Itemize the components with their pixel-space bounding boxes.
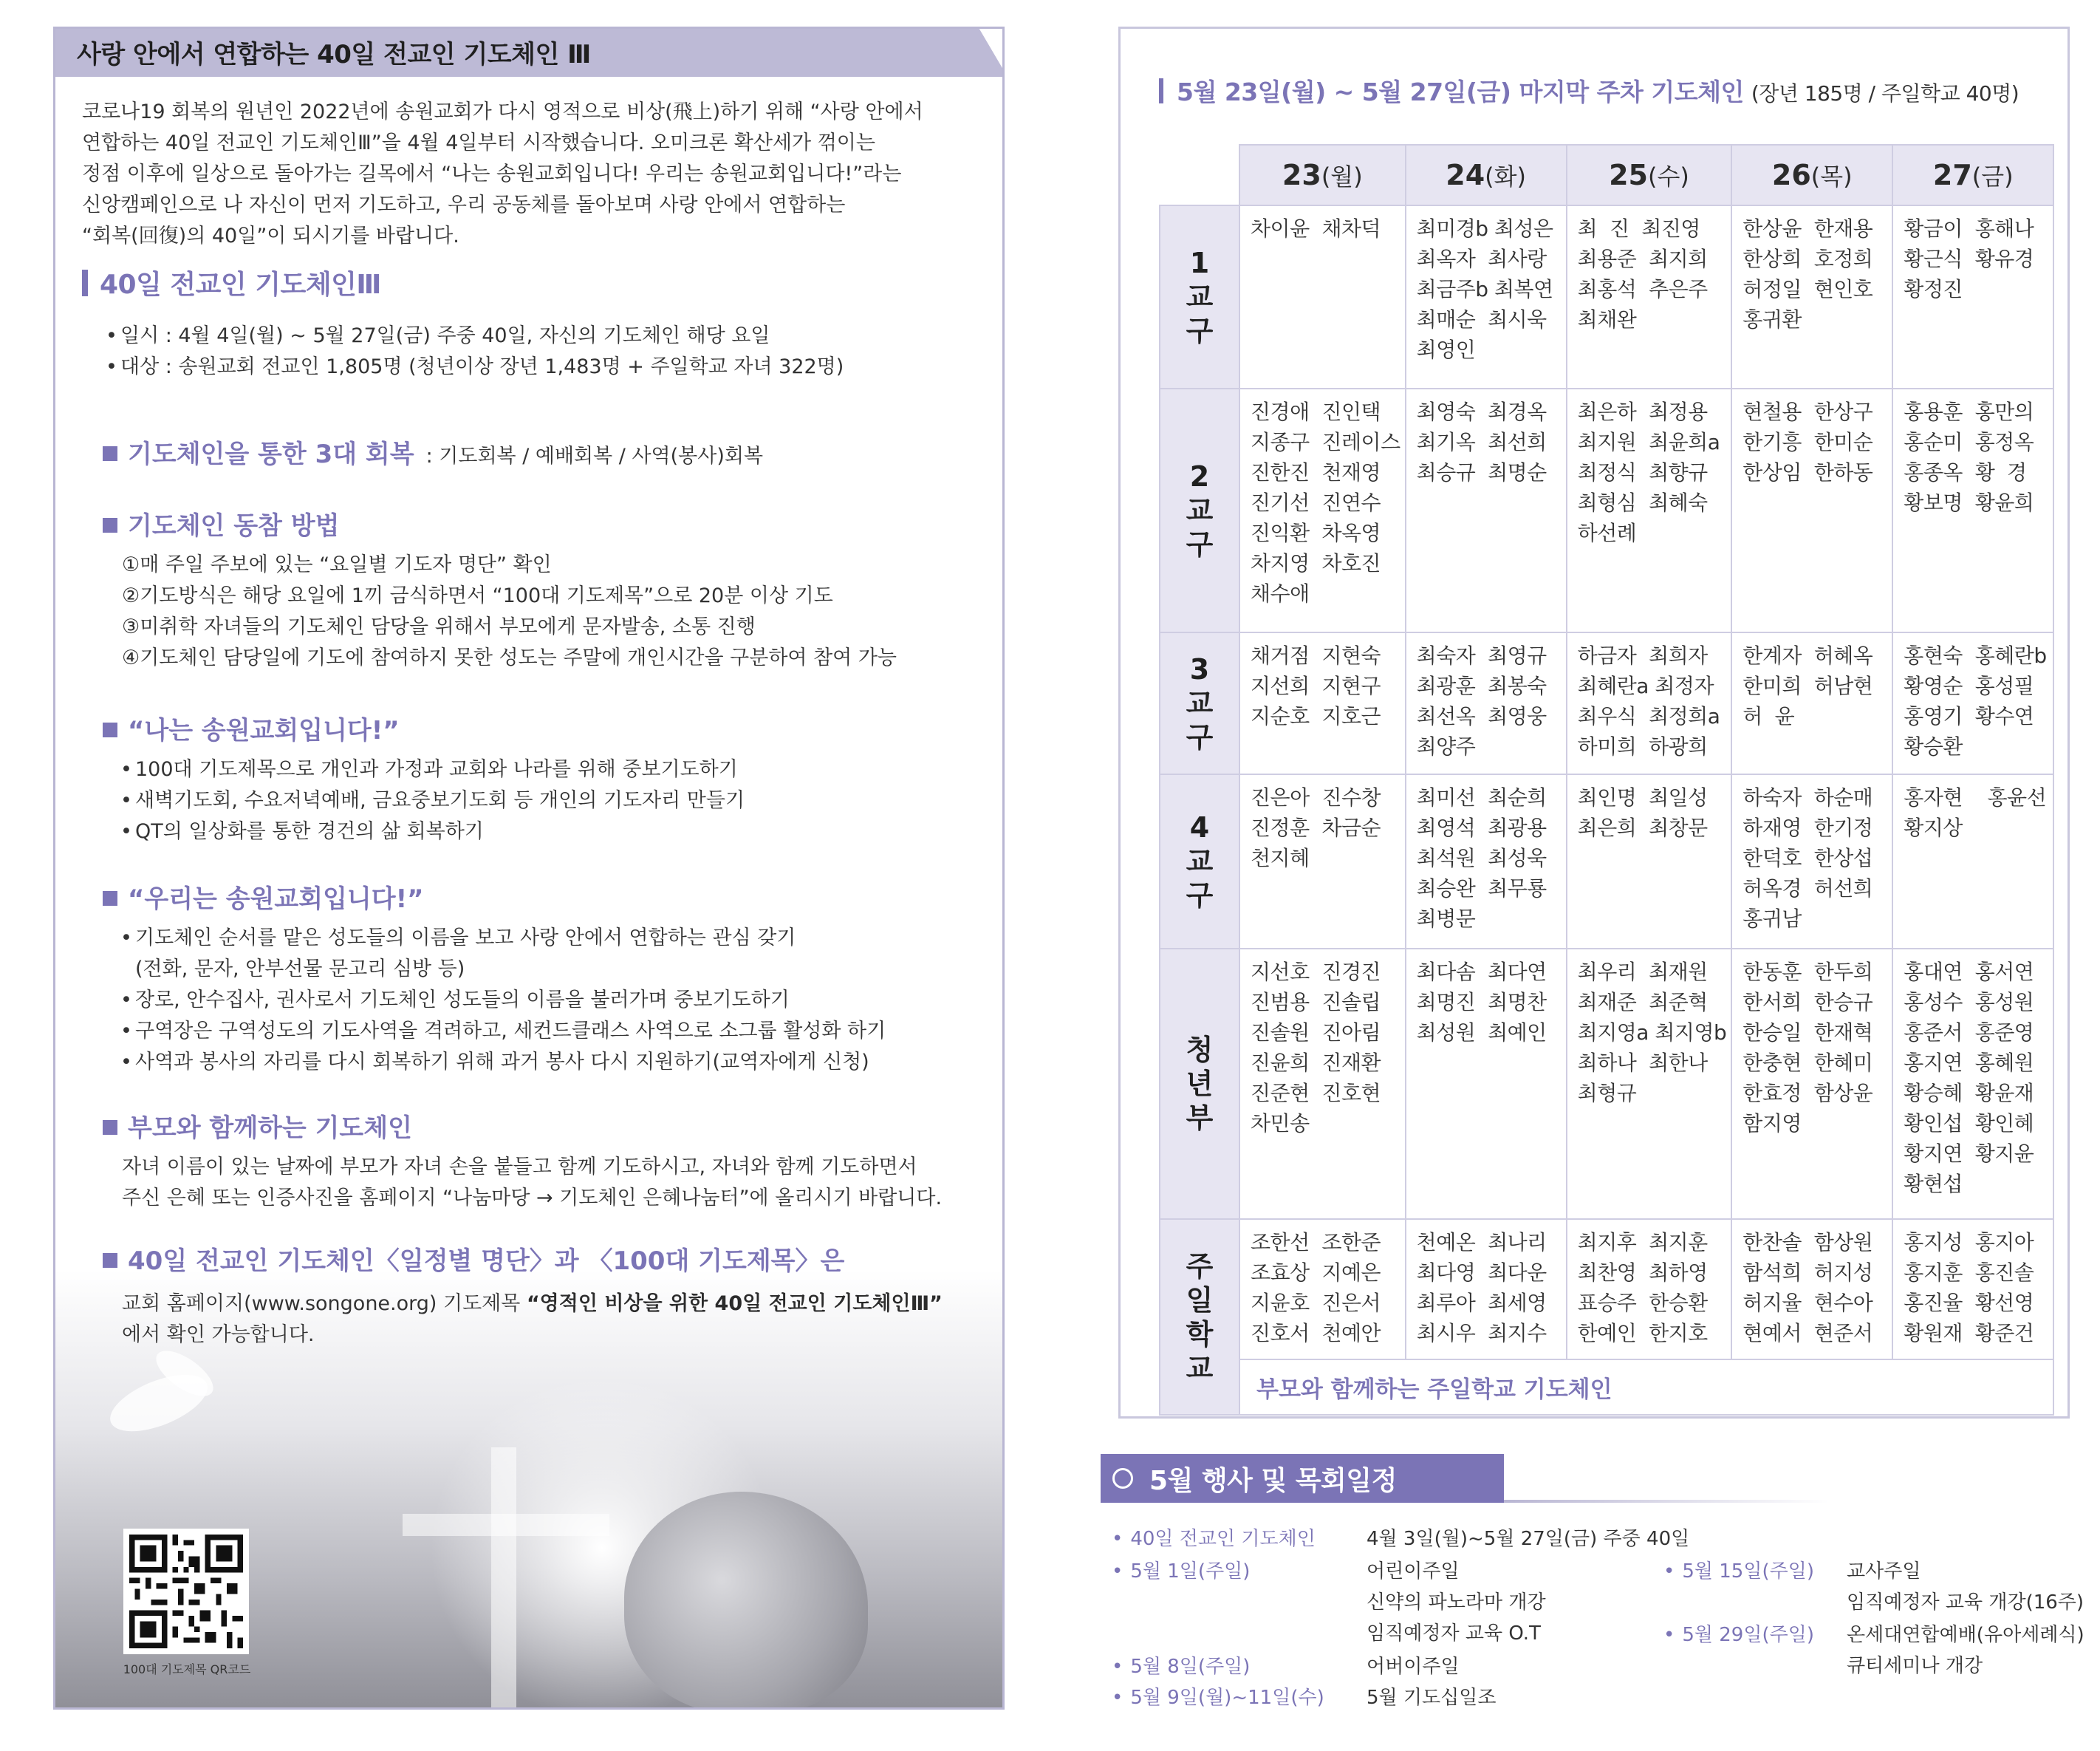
qr-code[interactable] xyxy=(123,1529,249,1654)
event-desc: 어버이주일 xyxy=(1367,1656,1460,1678)
events-divider xyxy=(1504,1500,1829,1503)
cross-bar xyxy=(403,1514,609,1536)
event-desc: 4월 3일(월)~5월 27일(금) 주중 40일 xyxy=(1367,1528,1690,1550)
names-cell: 홍자현 홍윤선 황지상 xyxy=(1892,774,2053,949)
names-cell: 지선호 진경진 진범용 진솔립 진솔원 진아림 진윤희 진재환 진준현 진호현 차민송 xyxy=(1239,949,1406,1219)
parent-heading xyxy=(103,1107,1004,1144)
names-cell: 한동훈 한두희 한서희 한승규 한승일 한재혁 한충현 한혜미 한효정 함상윤 함지영 xyxy=(1731,949,1892,1219)
table-row xyxy=(1160,1219,2053,1359)
we-list xyxy=(114,923,1005,1078)
list-line: 에서 확인 가능합니다. xyxy=(122,1323,315,1346)
table-header-row xyxy=(1160,145,2053,205)
prayer-chain-table xyxy=(1159,144,2054,1416)
left-panel xyxy=(53,27,1005,1710)
parent-line: 자녀 이름이 있는 날짜에 부모가 자녀 손을 붙들고 함께 기도하시고, 자녀와 함께 기도하면서 xyxy=(122,1156,917,1178)
table-row xyxy=(1160,205,2053,389)
recovery-detail: : 기도회복 / 예배회복 / 사역(봉사)회복 xyxy=(425,445,764,468)
names-cell: 홍대연 홍서연 홍성수 홍성원 홍준서 홍준영 홍지연 홍혜원 황승혜 황윤재 황인섭 황인혜 황지연 황지윤 황현섭 xyxy=(1892,949,2053,1219)
me-item: • 새벽기도회, 수요저녁예배, 금요중보기도회 등 개인의 기도자리 만들기 xyxy=(114,785,1005,816)
label-char: 청 xyxy=(1186,1034,1214,1066)
recovery-heading xyxy=(103,434,1004,470)
names-cell: 현철용 한상구 한기흥 한미순 한상임 한하동 xyxy=(1731,389,1892,632)
parent-line: 주신 은혜 또는 인증사진을 홈페이지 “나눔마당 → 기도체인 은혜나눔터”에 올리시기 바랍니다. xyxy=(122,1187,943,1209)
we-title: “우리는 송원교회입니다!” xyxy=(128,884,424,914)
event-desc xyxy=(1847,1556,2084,1618)
left-title-bar xyxy=(53,27,1005,77)
names-cell: 최미경b 최성은 최옥자 최사랑 최금주b 최복연 최매순 최시욱 최영인 xyxy=(1406,205,1567,389)
event-desc-line: 온세대연합예배(유아세례식) xyxy=(1847,1624,2084,1646)
event-desc-line: 신약의 파노라마 개강 xyxy=(1367,1591,1546,1614)
day-number: 24 xyxy=(1446,159,1485,191)
we-item: • 사역과 봉사의 자리를 다시 회복하기 위해 과거 봉사 다시 지원하기(교역자에게 신청) xyxy=(114,1047,1005,1078)
label-char: 구 xyxy=(1186,879,1214,912)
district-label xyxy=(1160,205,1239,389)
event-desc xyxy=(1367,1556,1546,1649)
events-title: 5월 행사 및 목회일정 xyxy=(1149,1465,1397,1496)
sunday-school-footer: 부모와 함께하는 주일학교 기도체인 xyxy=(1239,1359,2053,1415)
day-header xyxy=(1239,145,1406,205)
method-list xyxy=(122,550,1005,674)
names-cell: 최지후 최지훈 최찬영 최하영 표승주 한승환 한예인 한지호 xyxy=(1567,1219,1732,1359)
label-char: 2 xyxy=(1189,460,1210,493)
list-line-text: 교회 홈페이지(www.songone.org) 기도제목 xyxy=(122,1292,527,1315)
me-heading xyxy=(103,710,1004,746)
day-header xyxy=(1406,145,1567,205)
label-char: 3 xyxy=(1189,653,1210,686)
label-char: 부 xyxy=(1186,1102,1214,1134)
square-bullet-icon xyxy=(103,1120,117,1135)
info-item: • 대상 : 송원교회 전교인 1,805명 (청년이상 장년 1,483명 + 주일학교 자녀 322명) xyxy=(100,352,1001,383)
we-item-cont: (전화, 문자, 안부선물 문고리 심방 등) xyxy=(135,958,465,980)
label-char: 4 xyxy=(1189,811,1210,844)
event-date: • 5월 1일(주일) xyxy=(1112,1556,1250,1587)
intro-paragraph xyxy=(82,97,983,252)
cross-icon xyxy=(491,1447,516,1710)
label-char: 1 xyxy=(1189,247,1210,279)
label-char: 교 xyxy=(1186,687,1214,720)
intro-line: 정점 이후에 일상으로 돌아가는 길목에서 “나는 송원교회입니다! 우리는 송원교회입니다!”라는 xyxy=(82,163,902,185)
table-corner xyxy=(1160,145,1239,205)
list-text xyxy=(122,1288,1005,1351)
district-label xyxy=(1160,632,1239,774)
event-date: • 5월 29일(주일) xyxy=(1663,1619,1814,1651)
names-cell: 최인명 최일성 최은희 최창문 xyxy=(1567,774,1732,949)
label-char: 일 xyxy=(1186,1283,1214,1317)
names-cell: 최숙자 최영규 최광훈 최봉숙 최선옥 최영웅 최양주 xyxy=(1406,632,1567,774)
names-cell: 하금자 최희자 최혜란a 최정자 최우식 최정희a 하미희 하광희 xyxy=(1567,632,1732,774)
square-bullet-icon xyxy=(103,518,117,533)
main-heading-text: 40일 전교인 기도체인Ⅲ xyxy=(100,270,381,300)
label-char: 교 xyxy=(1186,1351,1214,1385)
event-date: • 5월 9일(월)~11일(수) xyxy=(1112,1682,1324,1713)
info-item: • 일시 : 4월 4일(월) ~ 5월 27일(금) 주중 40일, 자신의 기도체인 해당 요일 xyxy=(100,321,1001,352)
we-item: • 장로, 안수집사, 권사로서 기도체인 성도들의 이름을 불러가며 중보기도하기 xyxy=(114,985,1005,1016)
names-cell: 최영숙 최경옥 최기옥 최선희 최승규 최명순 xyxy=(1406,389,1567,632)
names-cell: 천예온 최나리 최다영 최다운 최루아 최세영 최시우 최지수 xyxy=(1406,1219,1567,1359)
intro-line: 연합하는 40일 전교인 기도체인Ⅲ”을 4월 4일부터 시작했습니다. 오미크론 확산세가 꺾이는 xyxy=(82,132,875,154)
heading-bar xyxy=(82,270,88,296)
day-number: 25 xyxy=(1609,159,1648,191)
parent-text xyxy=(122,1152,1005,1214)
table-row xyxy=(1160,949,2053,1219)
names-cell: 차이윤 채차덕 xyxy=(1239,205,1406,389)
names-cell: 하숙자 하순매 하재영 한기정 한덕호 한상섭 허옥경 허선희 홍귀남 xyxy=(1731,774,1892,949)
names-cell: 한찬솔 함상원 함석희 허지성 허지율 현수아 현예서 현준서 xyxy=(1731,1219,1892,1359)
intro-line: “회복(回復)의 40일”이 되시기를 바랍니다. xyxy=(82,225,459,248)
list-title: 40일 전교인 기도체인〈일정별 명단〉과 〈100대 기도제목〉은 xyxy=(128,1246,845,1276)
event-date: • 5월 8일(주일) xyxy=(1112,1651,1250,1682)
names-cell: 최미선 최순희 최영석 최광용 최석원 최성욱 최승완 최무룡 최병문 xyxy=(1406,774,1567,949)
day-header xyxy=(1731,145,1892,205)
names-cell: 황금이 홍해나 황근식 황유경 황정진 xyxy=(1892,205,2053,389)
list-line-bold: “영적인 비상을 위한 40일 전교인 기도체인Ⅲ” xyxy=(526,1292,943,1315)
day-of-week: (화) xyxy=(1485,163,1527,191)
method-item: ④기도체인 담당일에 기도에 참여하지 못한 성도는 주말에 개인시간을 구분하여 참여 가능 xyxy=(122,646,897,669)
label-char: 년 xyxy=(1186,1068,1214,1100)
me-item: • QT의 일상화를 통한 경건의 삶 회복하기 xyxy=(114,816,1005,847)
method-item: ②기도방식은 해당 요일에 1끼 금식하면서 “100대 기도제목”으로 20분 이상 기도 xyxy=(122,584,833,607)
right-panel xyxy=(1118,27,2070,1419)
intro-line: 신앙캠페인으로 나 자신이 먼저 기도하고, 우리 공동체를 돌아보며 사랑 안에서 연합하는 xyxy=(82,194,846,216)
circle-icon xyxy=(1112,1468,1133,1489)
qr-code-icon xyxy=(129,1535,243,1648)
schedule-heading-sub: (장년 185명 / 주일학교 40명) xyxy=(1751,81,2019,106)
list-line xyxy=(122,1288,1005,1320)
day-of-week: (목) xyxy=(1810,163,1853,191)
we-item: • 기도체인 순서를 맡은 성도들의 이름을 보고 사랑 안에서 연합하는 관심 갖기 xyxy=(114,923,1005,954)
names-cell: 조한선 조한준 조효상 지예은 지윤호 진은서 진호서 천예안 xyxy=(1239,1219,1406,1359)
method-item: ③미취학 자녀들의 기도체인 담당을 위해서 부모에게 문자발송, 소통 진행 xyxy=(122,615,756,638)
label-char: 구 xyxy=(1186,315,1214,347)
day-of-week: (수) xyxy=(1647,163,1689,191)
method-heading xyxy=(103,505,1004,542)
label-char: 구 xyxy=(1186,721,1214,754)
label-char: 교 xyxy=(1186,494,1214,527)
event-desc-line: 어린이주일 xyxy=(1367,1560,1460,1583)
qr-code-label: 100대 기도제목 QR코드 xyxy=(123,1662,251,1676)
me-item: • 100대 기도제목으로 개인과 가정과 교회와 나라를 위해 중보기도하기 xyxy=(114,754,1005,785)
event-desc xyxy=(1847,1619,2084,1682)
page-title: 사랑 안에서 연합하는 40일 전교인 기도체인 Ⅲ xyxy=(77,39,591,69)
event-desc-line: 큐티세미나 개강 xyxy=(1847,1655,1983,1677)
parent-title: 부모와 함께하는 기도체인 xyxy=(128,1113,412,1143)
event-desc-line: 교사주일 xyxy=(1847,1560,1921,1583)
square-bullet-icon xyxy=(103,723,117,737)
district-label xyxy=(1160,1219,1239,1415)
names-cell: 진은아 진수창 진정훈 차금순 천지혜 xyxy=(1239,774,1406,949)
info-list xyxy=(100,321,1001,383)
names-cell: 최 진 최진영 최용준 최지희 최홍석 추은주 최채완 xyxy=(1567,205,1732,389)
schedule-heading xyxy=(1159,73,2019,108)
names-cell: 홍용훈 홍만의 홍순미 홍정옥 홍종옥 황 경 황보명 황윤희 xyxy=(1892,389,2053,632)
label-char: 학 xyxy=(1186,1317,1214,1351)
me-list xyxy=(114,754,1005,847)
square-bullet-icon xyxy=(103,446,117,461)
day-number: 23 xyxy=(1282,159,1321,191)
label-char: 주 xyxy=(1186,1249,1214,1283)
names-cell: 진경애 진인택 지종구 진레이스 진한진 천재영 진기선 진연수 진익환 차옥영 차지영 차호진 채수애 xyxy=(1239,389,1406,632)
district-label xyxy=(1160,774,1239,949)
names-cell: 홍현숙 홍혜란b 황영순 홍성필 홍영기 황수연 황승환 xyxy=(1892,632,2053,774)
method-title: 기도체인 동참 방법 xyxy=(128,511,340,541)
names-cell: 홍지성 홍지아 홍지훈 홍진솔 홍진율 황선영 황원재 황준건 xyxy=(1892,1219,2053,1359)
intro-line: 코로나19 회복의 원년인 2022년에 송원교회가 다시 영적으로 비상(飛上)하기 위해 “사랑 안에서 xyxy=(82,100,923,123)
table-row xyxy=(1160,774,2053,949)
square-bullet-icon xyxy=(103,891,117,906)
table-row xyxy=(1160,632,2053,774)
day-number: 27 xyxy=(1932,159,1972,191)
names-cell: 최우리 최재원 최재준 최준혁 최지영a 최지영b 최하나 최한나 최형규 xyxy=(1567,949,1732,1219)
district-label xyxy=(1160,949,1239,1219)
we-heading xyxy=(103,878,1004,915)
event-date: • 5월 15일(주일) xyxy=(1663,1556,1814,1587)
day-of-week: (월) xyxy=(1321,163,1363,191)
day-header xyxy=(1567,145,1732,205)
me-title: “나는 송원교회입니다!” xyxy=(128,716,400,745)
event-desc-line: 임직예정자 교육 개강(16주) xyxy=(1847,1591,2084,1614)
district-label xyxy=(1160,389,1239,632)
names-cell: 최다솜 최다연 최명진 최명찬 최성원 최예인 xyxy=(1406,949,1567,1219)
day-of-week: (금) xyxy=(1971,163,2014,191)
event-date: • 40일 전교인 기도체인 xyxy=(1112,1523,1316,1554)
day-header xyxy=(1892,145,2053,205)
event-desc: 5월 기도십일조 xyxy=(1367,1687,1497,1709)
label-char: 교 xyxy=(1186,845,1214,878)
label-char: 구 xyxy=(1186,528,1214,561)
heading-bar xyxy=(1159,78,1163,103)
names-cell: 한계자 허혜옥 한미희 허남현 허 윤 xyxy=(1731,632,1892,774)
day-number: 26 xyxy=(1771,159,1811,191)
events-title-bar xyxy=(1101,1454,1504,1503)
method-item: ①매 주일 주보에 있는 “요일별 기도자 명단” 확인 xyxy=(122,553,552,576)
names-cell: 한상윤 한재용 한상희 호정희 허정일 현인호 홍귀환 xyxy=(1731,205,1892,389)
recovery-title: 기도체인을 통한 3대 회복 xyxy=(128,440,414,469)
label-char: 교 xyxy=(1186,281,1214,313)
table-footer-row xyxy=(1160,1359,2053,1415)
list-heading xyxy=(103,1240,1004,1277)
schedule-heading-text: 5월 23일(월) ~ 5월 27일(금) 마지막 주차 기도체인 xyxy=(1177,78,1744,106)
event-desc-line: 임직예정자 교육 O.T xyxy=(1367,1622,1541,1645)
names-cell: 최은하 최정용 최지원 최윤희a 최정식 최향규 최형심 최혜숙 하선례 xyxy=(1567,389,1732,632)
table-row xyxy=(1160,389,2053,632)
main-heading xyxy=(82,264,983,301)
praying-hands-image xyxy=(624,1492,868,1710)
names-cell: 채거점 지현숙 지선희 지현구 지순호 지호근 xyxy=(1239,632,1406,774)
square-bullet-icon xyxy=(103,1253,117,1268)
we-item: • 구역장은 구역성도의 기도사역을 격려하고, 세컨드클래스 사역으로 소그룹 활성화 하기 xyxy=(114,1016,1005,1047)
